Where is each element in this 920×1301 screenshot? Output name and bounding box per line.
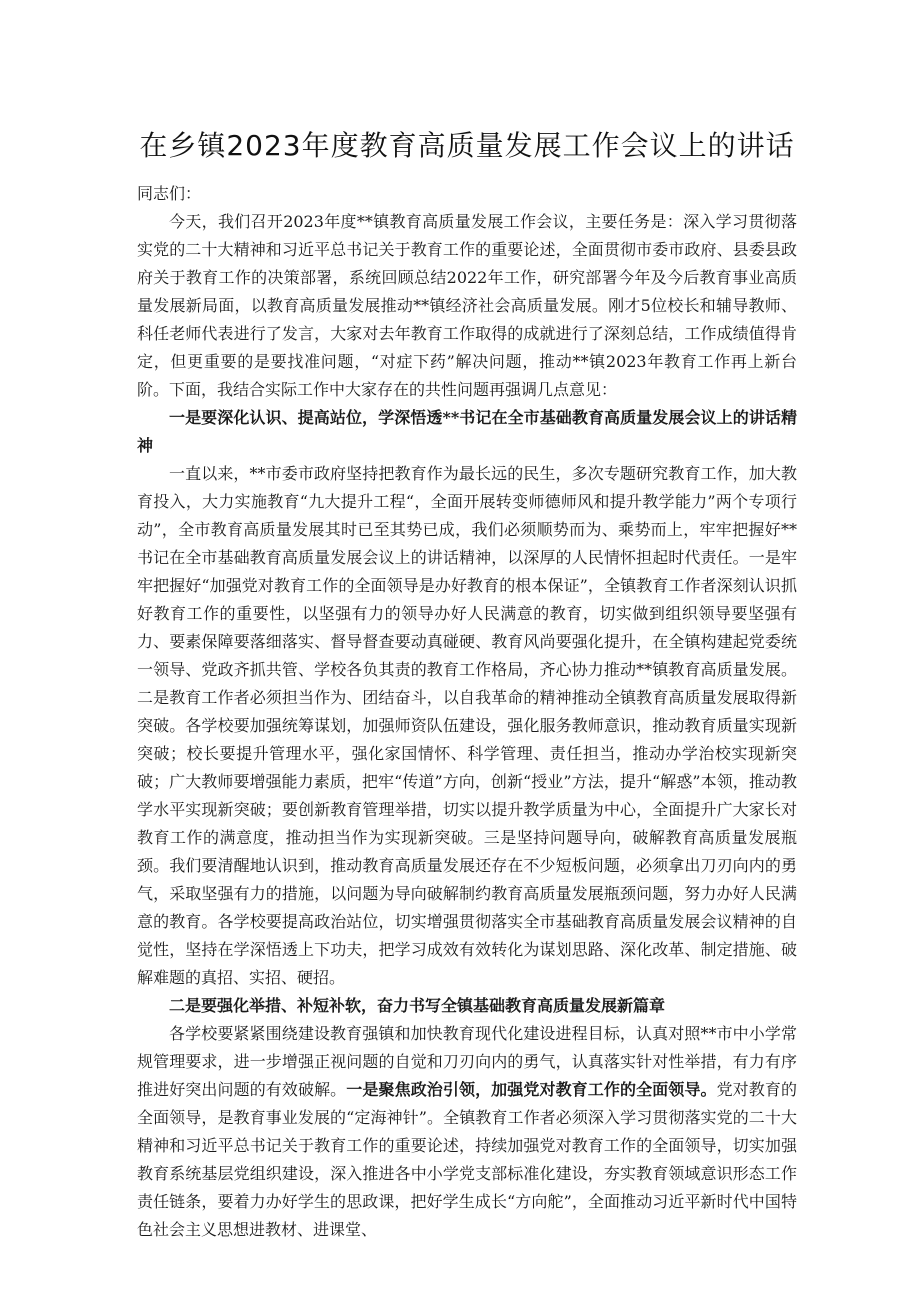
section-2-lead-text: 各学校要紧紧围绕建设教育强镇和加快教育现代化建设进程目标，认真对照**市中小学常规管理要求，进一步增强正视问题的自觉和刀刃向内的勇气，认真落实针对性举措，有力有序推进好突出问题的有效破解。 <box>137 1024 797 1099</box>
section-2-rest-text: 党对教育的全面领导，是教育事业发展的“定海神针”。全镇教育工作者必须深入学习贯彻落实党的二十大精神和习近平总书记关于教育工作的重要论述，持续加强党对教育工作的全面领导，切实加强教育系统基层党组织建设，深入推进各中小学党支部标准化建设，夯实教育领域意识形态工作责任链条，要着力办好学生的思政课，把好学生成长“方向舵”，全面推动习近平新时代中国特色社会主义思想进教材、进课堂、 <box>137 1080 797 1239</box>
section-1-heading: 一是要深化认识、提高站位，学深悟透**书记在全市基础教育高质量发展会议上的讲话精神 <box>137 408 797 455</box>
document-title: 在乡镇2023年度教育高质量发展工作会议上的讲话 <box>139 129 795 162</box>
document-page <box>137 126 797 1244</box>
section-2-bold-point: 一是聚焦政治引领，加强党对教育工作的全面领导。 <box>346 1080 717 1099</box>
intro-paragraph: 今天，我们召开2023年度**镇教育高质量发展工作会议，主要任务是：深入学习贯彻落实党的二十大精神和习近平总书记关于教育工作的重要论述，全面贯彻市委市政府、县委县政府关于教育工作的决策部署，系统回顾总结2022年工作，研究部署今年及今后教育事业高质量发展新局面，以教育高质量发展推动**镇经济社会高质量发展。刚才5位校长和辅导教师、科任老师代表进行了发言，大家对去年教育工作取得的成就进行了深刻总结，工作成绩值得肯定，但更重要的是要找准问题，“对症下药”解决问题，推动**镇2023年教育工作再上新台阶。下面，我结合实际工作中大家存在的共性问题再强调几点意见： <box>137 212 797 399</box>
section-1-paragraph: 一直以来，**市委市政府坚持把教育作为最长远的民生，多次专题研究教育工作，加大教育投入，大力实施教育“九大提升工程“，全面开展转变师德师风和提升教学能力”两个专项行动”，全市教育高质量发展其时已至其势已成，我们必须顺势而为、乘势而上，牢牢把握好**书记在全市基础教育高质量发展会议上的讲话精神，以深厚的人民情怀担起时代责任。一是牢牢把握好“加强党对教育工作的全面领导是办好教育的根本保证”，全镇教育工作者深刻认识抓好教育工作的重要性，以坚强有力的领导办好人民满意的教育，切实做到组织领导要坚强有力、要素保障要落细落实、督导督查要动真碰硬、教育风尚要强化提升，在全镇构建起党委统一领导、党政齐抓共管、学校各负其责的教育工作格局，齐心协力推动**镇教育高质量发展。二是教育工作者必须担当作为、团结奋斗，以自我革命的精神推动全镇教育高质量发展取得新突破。各学校要加强统筹谋划，加强师资队伍建设，强化服务教师意识，推动教育质量实现新突破；校长要提升管理水平，强化家国情怀、科学管理、责任担当，推动办学治校实现新突破；广大教师要增强能力素质，把牢“传道”方向，创新“授业”方法，提升“解惑”本领，推动教学水平实现新突破；要创新教育管理举措，切实以提升教学质量为中心，全面提升广大家长对教育工作的满意度，推动担当作为实现新突破。三是坚持问题导向，破解教育高质量发展瓶颈。我们要清醒地认识到，推动教育高质量发展还存在不少短板问题，必须拿出刀刃向内的勇气，采取坚强有力的措施，以问题为导向破解制约教育高质量发展瓶颈问题，努力办好人民满意的教育。各学校要提高政治站位，切实增强贯彻落实全市基础教育高质量发展会议精神的自觉性，坚持在学深悟透上下功夫，把学习成效有效转化为谋划思路、深化改革、制定措施、破解难题的真招、实招、硬招。 <box>137 464 797 987</box>
section-2-paragraph <box>137 1020 797 1244</box>
section-2-heading: 二是要强化举措、补短补软，奋力书写全镇基础教育高质量发展新篇章 <box>169 996 666 1015</box>
salutation: 同志们： <box>137 184 202 203</box>
